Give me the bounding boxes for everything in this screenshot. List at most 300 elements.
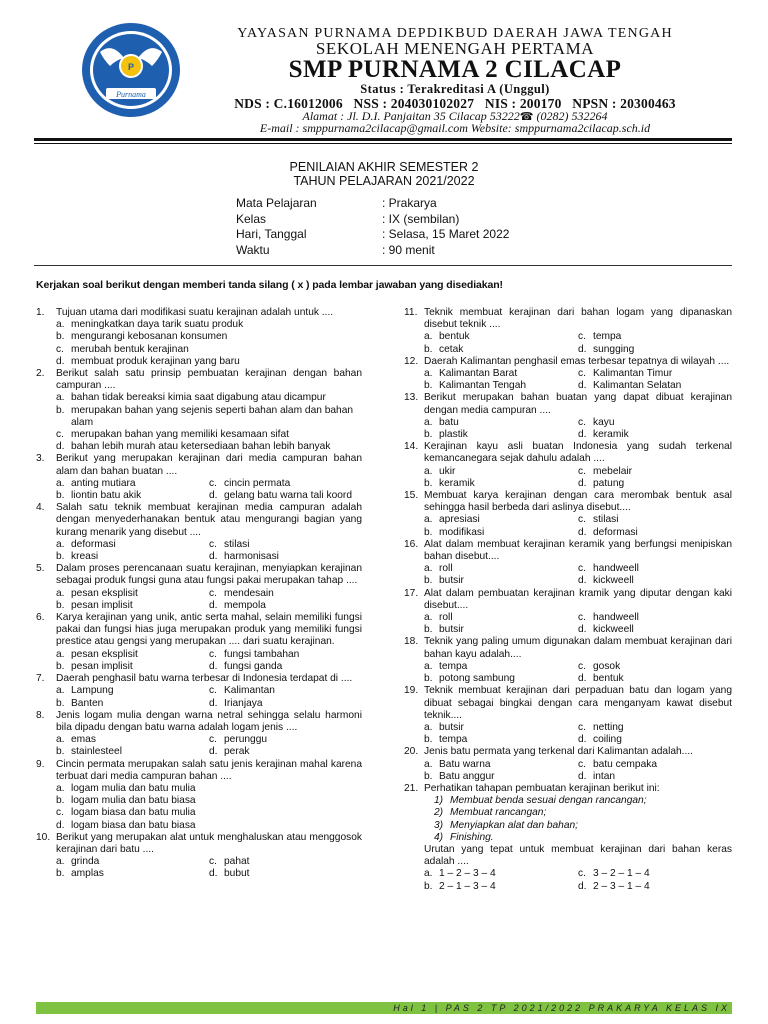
- option-text: fungsi ganda: [224, 660, 283, 672]
- exam-info-row: [236, 243, 682, 259]
- option-letter: a.: [424, 758, 433, 770]
- answer-options: [36, 856, 362, 880]
- option-letter: b.: [424, 429, 433, 441]
- option-letter: b.: [424, 477, 433, 489]
- answer-option: [424, 722, 578, 734]
- question-text: Berikut yang merupakan kerajinan dari media campuran bahan alam dan bahan buatan ....: [56, 453, 362, 477]
- exam-info-label: Waktu: [236, 242, 270, 257]
- option-letter: c.: [209, 587, 217, 599]
- answer-option: [424, 673, 578, 685]
- question-stem: [404, 746, 732, 758]
- option-letter: d.: [56, 355, 65, 367]
- exam-info-label: Kelas: [236, 211, 267, 226]
- answer-option: [578, 380, 732, 392]
- option-text: stainlesteel: [71, 746, 122, 758]
- question-item: [404, 392, 732, 441]
- option-letter: a.: [424, 465, 433, 477]
- answer-option: [424, 466, 578, 478]
- answer-options: [36, 685, 362, 709]
- exam-year: TAHUN PELAJARAN 2021/2022: [293, 174, 475, 188]
- question-text: Tujuan utama dari modifikasi suatu kerajinan adalah untuk ....: [56, 307, 334, 318]
- answer-option: [424, 759, 578, 771]
- option-letter: b.: [56, 331, 65, 343]
- school-contact: E-mail : smppurnama2cilacap@gmail.com Website: smppurnama2cilacap.sch.id: [259, 121, 651, 135]
- option-text: 2 – 3 – 1 – 4: [593, 880, 650, 892]
- question-stem: [404, 307, 732, 331]
- option-text: keramik: [593, 429, 629, 441]
- answer-option: [424, 771, 578, 783]
- answer-options: [404, 368, 732, 392]
- question-number: 4.: [36, 502, 45, 514]
- option-text: merupakan bahan yang memiliki kesamaan sifat: [71, 429, 290, 441]
- answer-option: [56, 698, 209, 710]
- step-number: 4): [434, 831, 444, 843]
- step-number: 1): [434, 795, 444, 807]
- answer-option: [424, 527, 578, 539]
- option-letter: d.: [578, 575, 587, 587]
- question-stem: [404, 356, 732, 368]
- option-letter: b.: [424, 624, 433, 636]
- option-text: mebelair: [593, 465, 633, 477]
- option-text: amplas: [71, 868, 104, 880]
- process-step: [434, 795, 732, 807]
- answer-option: [209, 746, 362, 758]
- option-text: fungsi tambahan: [224, 648, 300, 660]
- option-text: deformasi: [593, 526, 638, 538]
- option-letter: b.: [424, 734, 433, 746]
- option-letter: c.: [578, 758, 586, 770]
- answer-option: [56, 746, 209, 758]
- option-text: harmonisasi: [224, 551, 279, 563]
- option-text: coiling: [593, 734, 622, 746]
- answer-option: [424, 478, 578, 490]
- option-text: tempa: [593, 331, 622, 343]
- question-stem: [36, 612, 362, 649]
- option-letter: d.: [578, 770, 587, 782]
- option-letter: b.: [424, 343, 433, 355]
- answer-option: [209, 551, 362, 563]
- logo-text: Purnama: [116, 90, 146, 99]
- phone-number: (0282) 532264: [536, 109, 608, 123]
- question-item: [404, 539, 732, 588]
- option-text: 1 – 2 – 3 – 4: [439, 868, 496, 880]
- option-text: 2 – 1 – 3 – 4: [439, 880, 496, 892]
- answer-options: [36, 588, 362, 612]
- option-letter: a.: [424, 368, 433, 380]
- question-item: [404, 685, 732, 746]
- option-letter: a.: [56, 856, 65, 868]
- answer-options: [404, 759, 732, 783]
- question-stem: [404, 783, 732, 795]
- option-text: Kalimantan Selatan: [593, 380, 682, 392]
- letterhead-divider: [34, 138, 732, 141]
- process-step: [434, 807, 732, 819]
- question-item: [36, 612, 362, 673]
- answer-option: [209, 490, 362, 502]
- question-stem: [36, 563, 362, 587]
- answer-options: [36, 478, 362, 502]
- answer-option: [424, 734, 578, 746]
- option-letter: d.: [578, 343, 587, 355]
- option-letter: b.: [56, 599, 65, 611]
- option-letter: a.: [424, 721, 433, 733]
- option-letter: b.: [56, 697, 65, 709]
- answer-options: [404, 417, 732, 441]
- answer-option: [578, 612, 732, 624]
- question-stem: [36, 710, 362, 734]
- step-text: Membuat benda sesuai dengan rancangan;: [450, 795, 647, 807]
- option-letter: c.: [578, 612, 586, 624]
- questions-left-column: [36, 307, 362, 881]
- option-letter: d.: [209, 746, 218, 758]
- answer-options: [36, 649, 362, 673]
- answer-option: [209, 539, 362, 551]
- question-item: [404, 746, 732, 783]
- answer-option: [56, 820, 362, 832]
- question-text: Perhatikan tahapan pembuatan kerajinan berikut ini:: [424, 782, 660, 794]
- option-letter: d.: [578, 380, 587, 392]
- question-stem: [404, 588, 732, 612]
- option-text: grinda: [71, 856, 100, 868]
- option-text: perak: [224, 746, 250, 758]
- option-letter: a.: [424, 514, 433, 526]
- answer-option: [56, 649, 209, 661]
- question-number: 7.: [36, 673, 45, 685]
- question-text: Berikut salah satu prinsip pembuatan kerajinan dengan bahan campuran ....: [56, 368, 362, 392]
- option-text: batu cempaka: [593, 758, 657, 770]
- answer-option: [209, 649, 362, 661]
- answer-option: [209, 734, 362, 746]
- answer-option: [56, 478, 209, 490]
- school-type: SEKOLAH MENENGAH PERTAMA: [315, 39, 595, 58]
- option-letter: b.: [56, 795, 65, 807]
- question-item: [36, 307, 362, 368]
- answer-option: [424, 624, 578, 636]
- option-text: patung: [593, 477, 625, 489]
- answer-option: [578, 527, 732, 539]
- answer-option: [56, 734, 209, 746]
- option-letter: d.: [578, 477, 587, 489]
- question-item: [404, 636, 732, 685]
- option-letter: a.: [56, 648, 65, 660]
- option-text: bentuk: [439, 331, 470, 343]
- exam-info-value: : Selasa, 15 Maret 2022: [382, 227, 510, 241]
- exam-info-row: [236, 196, 682, 212]
- option-letter: a.: [424, 563, 433, 575]
- question-stem: [404, 539, 732, 563]
- answer-option: [578, 429, 732, 441]
- option-text: handweell: [593, 612, 639, 624]
- option-letter: c.: [56, 807, 64, 819]
- option-letter: c.: [56, 429, 64, 441]
- option-letter: c.: [578, 563, 586, 575]
- question-number: 14.: [404, 441, 419, 453]
- exam-info-value: : IX (sembilan): [382, 211, 460, 226]
- option-letter: c.: [209, 538, 217, 550]
- option-letter: c.: [209, 477, 217, 489]
- option-text: logam biasa dan batu biasa: [71, 819, 196, 831]
- option-text: gosok: [593, 660, 621, 672]
- answer-option: [209, 588, 362, 600]
- option-text: butsir: [439, 575, 464, 587]
- answer-option: [578, 868, 732, 880]
- step-text: Membuat rancangan;: [450, 807, 547, 819]
- option-letter: a.: [56, 587, 65, 599]
- answer-option: [424, 612, 578, 624]
- exam-info-value: : 90 menit: [382, 242, 435, 257]
- option-letter: a.: [56, 685, 65, 697]
- answer-option: [578, 331, 732, 343]
- question-stem: [404, 392, 732, 416]
- option-text: Kalimantan Tengah: [439, 380, 527, 392]
- question-number: 20.: [404, 746, 419, 758]
- question-number: 21.: [404, 782, 419, 794]
- answer-option: [424, 563, 578, 575]
- option-text: batu: [439, 416, 459, 428]
- question-item: [36, 563, 362, 612]
- question-item: [36, 453, 362, 502]
- option-letter: c.: [578, 721, 586, 733]
- answer-option: [56, 405, 362, 429]
- question-text: Salah satu teknik membuat kerajinan media campuran adalah dengan menyederhanakan bentuk atau mengurangi bagian yang kurang menarik yang disebut ....: [56, 502, 362, 538]
- step-text: Menyiapkan alat dan bahan;: [450, 819, 579, 831]
- question-stem: [404, 685, 732, 722]
- option-text: stilasi: [224, 538, 250, 550]
- step-number: 2): [434, 807, 444, 819]
- answer-options: [404, 661, 732, 685]
- option-letter: b.: [56, 490, 65, 502]
- option-letter: d.: [209, 868, 218, 880]
- option-text: perunggu: [224, 734, 268, 746]
- answer-option: [56, 685, 209, 697]
- exam-info-label: Hari, Tanggal: [236, 227, 307, 241]
- question-text: Teknik membuat kerajinan dari bahan logam yang dipanaskan disebut teknik ....: [424, 307, 732, 331]
- option-letter: c.: [209, 856, 217, 868]
- school-logo-icon: [80, 20, 182, 120]
- option-text: 3 – 2 – 1 – 4: [593, 868, 650, 880]
- option-text: apresiasi: [439, 514, 480, 526]
- option-text: logam mulia dan batu biasa: [71, 795, 196, 807]
- answer-options: [36, 392, 362, 453]
- question-stem: [36, 368, 362, 392]
- option-text: kickweell: [593, 575, 634, 587]
- question-number: 5.: [36, 563, 45, 575]
- answer-option: [209, 698, 362, 710]
- exam-info-row: [236, 227, 682, 243]
- question-number: 11.: [404, 307, 418, 318]
- answer-option: [424, 575, 578, 587]
- question-stem: [36, 502, 362, 539]
- question-number: 3.: [36, 453, 45, 465]
- question-item: [36, 710, 362, 759]
- exam-info: [236, 196, 682, 258]
- question-text: Jenis logam mulia dengan warna netral sehingga selalu harmoni bila dipadu dengan batu warna adalah logam jenis ....: [56, 709, 362, 733]
- option-letter: d.: [578, 734, 587, 746]
- option-text: Kalimantan Timur: [593, 368, 673, 380]
- answer-option: [209, 478, 362, 490]
- question-text: Jenis batu permata yang terkenal dari Kalimantan adalah....: [424, 746, 693, 758]
- option-letter: c.: [578, 660, 586, 672]
- option-text: kayu: [593, 416, 615, 428]
- option-letter: c.: [578, 416, 586, 428]
- question-text: Alat dalam membuat kerajinan keramik yang berfungsi menipiskan bahan disebut....: [424, 538, 732, 563]
- question-text: Membuat karya kerajinan dengan cara merombak bentuk asal sehingga hasil berbeda dari aslinya disebut....: [424, 490, 732, 514]
- option-text: membuat produk kerajinan yang baru: [71, 355, 240, 367]
- answer-options: [36, 783, 362, 832]
- option-text: meningkatkan daya tarik suatu produk: [71, 319, 244, 331]
- option-letter: a.: [56, 319, 65, 331]
- option-letter: d.: [209, 490, 218, 502]
- option-letter: c.: [578, 514, 586, 526]
- school-name: SMP PURNAMA 2 CILACAP: [288, 56, 622, 83]
- answer-option: [578, 673, 732, 685]
- option-text: logam biasa dan batu mulia: [71, 807, 196, 819]
- option-letter: b.: [56, 551, 65, 563]
- process-steps: [404, 795, 732, 844]
- option-text: bahan tidak bereaksi kimia saat digabung atau dicampur: [71, 392, 326, 404]
- option-letter: b.: [56, 868, 65, 880]
- school-ids: NDS : C.16012006 NSS : 204030102027 NIS : 200170 NPSN : 20300463: [234, 96, 676, 111]
- option-letter: b.: [56, 404, 65, 416]
- question-item: [36, 832, 362, 881]
- option-text: Batu warna: [439, 758, 491, 770]
- option-text: roll: [439, 563, 453, 575]
- answer-option: [578, 563, 732, 575]
- answer-option: [578, 514, 732, 526]
- option-text: roll: [439, 612, 453, 624]
- question-number: 17.: [404, 587, 419, 599]
- answer-option: [56, 356, 362, 368]
- answer-option: [578, 661, 732, 673]
- answer-option: [578, 722, 732, 734]
- question-text: Karya kerajinan yang unik, antic serta mahal, selain memiliki fungsi pakai dan fungsi hias juga merupakan produk yang memiliki fungsi prestice atau gengsi yang merupakan .... dari suatu kerajinan.: [56, 612, 362, 648]
- option-letter: d.: [56, 441, 65, 453]
- step-number: 3): [434, 819, 444, 831]
- phone-icon: ☎: [519, 111, 534, 123]
- option-text: stilasi: [593, 514, 619, 526]
- question-stem: [404, 490, 732, 514]
- question-number: 9.: [36, 758, 45, 770]
- option-text: handweell: [593, 563, 639, 575]
- answer-option: [56, 661, 209, 673]
- option-letter: a.: [424, 868, 433, 880]
- question-number: 1.: [36, 307, 45, 318]
- letterhead: [0, 0, 768, 150]
- option-text: potong sambung: [439, 673, 515, 685]
- question-text: Daerah penghasil batu warna terbesar di Indonesia terdapat di ....: [56, 673, 353, 685]
- exam-info-row: [236, 212, 682, 228]
- option-text: Kalimantan: [224, 685, 275, 697]
- exam-instruction: Kerjakan soal berikut dengan memberi tanda silang ( x ) pada lembar jawaban yang disediakan!: [36, 279, 503, 291]
- option-text: bentuk: [593, 673, 624, 685]
- answer-option: [56, 856, 209, 868]
- answer-options: [36, 319, 362, 368]
- question-stem: [404, 636, 732, 660]
- option-letter: c.: [578, 331, 586, 343]
- answer-options: [36, 734, 362, 758]
- answer-option: [56, 588, 209, 600]
- option-letter: c.: [56, 343, 64, 355]
- option-text: butsir: [439, 721, 464, 733]
- option-letter: a.: [56, 392, 65, 404]
- address-text: Alamat : Jl. D.I. Panjaitan 35 Cilacap 53222: [302, 109, 520, 123]
- foundation-name: YAYASAN PURNAMA DEPDIKBUD DAERAH JAWA TENGAH: [237, 26, 673, 41]
- question-text: Berikut merupakan bahan buatan yang dapat dibuat kerajinan dengan media campuran ....: [424, 392, 732, 416]
- option-text: merubah bentuk kerajinan: [71, 343, 189, 355]
- question-prompt: Urutan yang tepat untuk membuat kerajinan dari bahan keras adalah ....: [424, 843, 732, 868]
- question-stem: [36, 673, 362, 685]
- option-letter: b.: [56, 660, 65, 672]
- letterhead-divider-thin: [34, 143, 732, 144]
- question-text: Berikut yang merupakan alat untuk menghaluskan atau menggosok kerajinan dari batu ....: [56, 831, 362, 855]
- option-letter: c.: [578, 868, 586, 880]
- section-divider: [34, 265, 732, 266]
- question-stem: [36, 453, 362, 477]
- answer-option: [424, 368, 578, 380]
- answer-option: [578, 771, 732, 783]
- step-text: Finishing.: [450, 831, 494, 843]
- option-text: merupakan bahan yang sejenis seperti bahan alam dan bahan alam: [71, 404, 354, 428]
- process-step: [434, 820, 732, 832]
- option-text: Kalimantan Barat: [439, 368, 518, 380]
- answer-option: [56, 551, 209, 563]
- option-text: Batu anggur: [439, 770, 495, 782]
- question-text: Teknik membuat kerajinan dari perpaduan batu dan logam yang dibuat sebagai bingkai dengan cara menganyam kawat disebut teknik....: [424, 685, 732, 721]
- question-number: 16.: [404, 538, 419, 550]
- question-item: [404, 783, 732, 893]
- question-number: 8.: [36, 709, 45, 721]
- option-letter: b.: [424, 880, 433, 892]
- process-step: [434, 832, 732, 844]
- option-letter: c.: [209, 685, 217, 697]
- answer-option: [424, 380, 578, 392]
- answer-option: [424, 417, 578, 429]
- answer-option: [209, 685, 362, 697]
- answer-option: [578, 624, 732, 636]
- answer-option: [56, 441, 362, 453]
- questions-right-column: [404, 307, 732, 893]
- answer-option: [56, 319, 362, 331]
- answer-option: [424, 881, 578, 893]
- answer-option: [209, 661, 362, 673]
- answer-option: [56, 539, 209, 551]
- option-letter: a.: [56, 477, 65, 489]
- option-text: keramik: [439, 477, 475, 489]
- answer-options: [404, 563, 732, 587]
- page-footer: [36, 1002, 732, 1014]
- answer-options: [404, 612, 732, 636]
- answer-option: [56, 392, 362, 404]
- option-letter: b.: [424, 380, 433, 392]
- option-letter: a.: [56, 782, 65, 794]
- option-text: pahat: [224, 856, 250, 868]
- question-item: [404, 588, 732, 637]
- option-text: bubut: [224, 868, 250, 880]
- option-letter: d.: [578, 673, 587, 685]
- option-letter: a.: [56, 538, 65, 550]
- answer-option: [56, 429, 362, 441]
- question-item: [404, 490, 732, 539]
- answer-option: [424, 331, 578, 343]
- question-number: 19.: [404, 685, 419, 697]
- option-text: logam mulia dan batu mulia: [71, 782, 196, 794]
- option-letter: a.: [424, 660, 433, 672]
- answer-option: [578, 734, 732, 746]
- option-letter: d.: [578, 624, 587, 636]
- answer-options: [404, 331, 732, 355]
- answer-options: [404, 868, 732, 892]
- answer-option: [578, 575, 732, 587]
